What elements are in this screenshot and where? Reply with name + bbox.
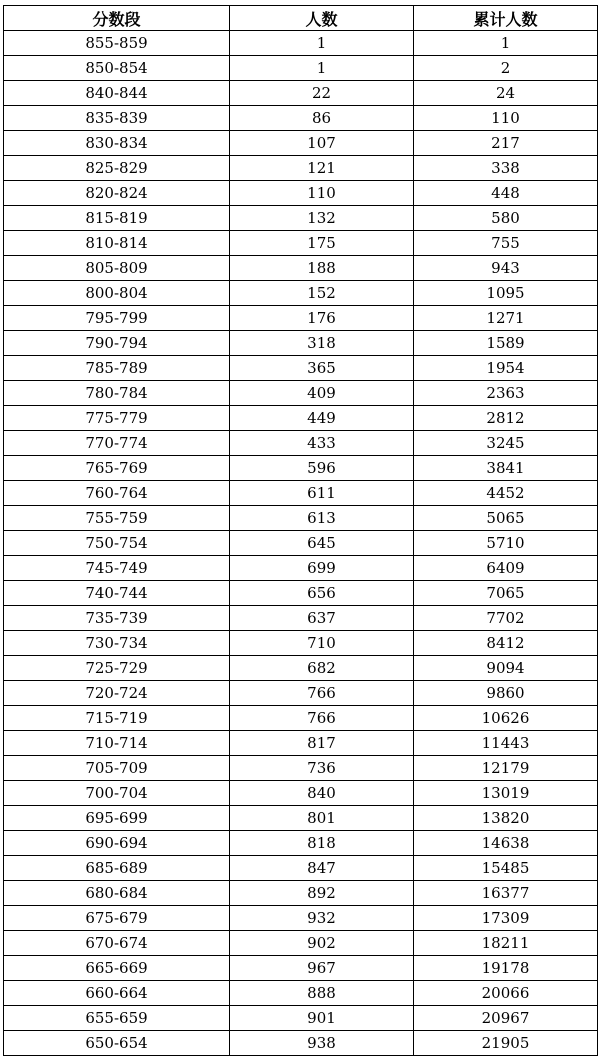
score-range-cell: 710-714 [4,731,230,756]
cumulative-count-cell: 943 [414,256,598,281]
table-row [4,306,598,331]
count-cell: 1 [230,56,414,81]
cumulative-count-cell: 17309 [414,906,598,931]
table-row [4,156,598,181]
cumulative-count-cell: 1271 [414,306,598,331]
score-range-cell: 735-739 [4,606,230,631]
count-cell: 409 [230,381,414,406]
score-range-cell: 805-809 [4,256,230,281]
score-range-cell: 670-674 [4,931,230,956]
score-range-cell: 720-724 [4,681,230,706]
table-row [4,231,598,256]
cumulative-count-cell: 448 [414,181,598,206]
score-range-cell: 690-694 [4,831,230,856]
cumulative-count-cell: 6409 [414,556,598,581]
score-distribution-table [3,5,598,1056]
table-body [4,31,598,1056]
score-range-cell: 760-764 [4,481,230,506]
score-range-cell: 790-794 [4,331,230,356]
count-cell: 318 [230,331,414,356]
table-row [4,656,598,681]
table-row [4,356,598,381]
cumulative-count-cell: 24 [414,81,598,106]
count-cell: 817 [230,731,414,756]
table-row [4,281,598,306]
header-row [4,6,598,31]
count-cell: 596 [230,456,414,481]
count-cell: 736 [230,756,414,781]
table-row [4,556,598,581]
table-row [4,1031,598,1056]
score-range-cell: 830-834 [4,131,230,156]
cumulative-count-cell: 580 [414,206,598,231]
table-row [4,631,598,656]
cumulative-count-cell: 9094 [414,656,598,681]
score-range-cell: 680-684 [4,881,230,906]
count-cell: 818 [230,831,414,856]
count-cell: 656 [230,581,414,606]
table-header [4,6,598,31]
table-row [4,581,598,606]
table-row [4,181,598,206]
table-row [4,956,598,981]
count-cell: 682 [230,656,414,681]
cumulative-count-cell: 3841 [414,456,598,481]
count-cell: 847 [230,856,414,881]
count-cell: 121 [230,156,414,181]
count-cell: 22 [230,81,414,106]
cumulative-count-cell: 13820 [414,806,598,831]
score-range-cell: 705-709 [4,756,230,781]
score-range-cell: 825-829 [4,156,230,181]
header-cumulative-count: 累计人数 [414,6,598,31]
score-range-cell: 660-664 [4,981,230,1006]
count-cell: 840 [230,781,414,806]
table-row [4,981,598,1006]
cumulative-count-cell: 20066 [414,981,598,1006]
cumulative-count-cell: 20967 [414,1006,598,1031]
count-cell: 188 [230,256,414,281]
table-row [4,506,598,531]
cumulative-count-cell: 7702 [414,606,598,631]
count-cell: 967 [230,956,414,981]
table-row [4,456,598,481]
table-row [4,606,598,631]
score-range-cell: 745-749 [4,556,230,581]
count-cell: 902 [230,931,414,956]
count-cell: 176 [230,306,414,331]
cumulative-count-cell: 5065 [414,506,598,531]
table-row [4,381,598,406]
cumulative-count-cell: 5710 [414,531,598,556]
count-cell: 1 [230,31,414,56]
count-cell: 637 [230,606,414,631]
count-cell: 901 [230,1006,414,1031]
header-score-range: 分数段 [4,6,230,31]
cumulative-count-cell: 14638 [414,831,598,856]
cumulative-count-cell: 2 [414,56,598,81]
score-range-cell: 810-814 [4,231,230,256]
cumulative-count-cell: 19178 [414,956,598,981]
score-range-cell: 685-689 [4,856,230,881]
table-row [4,806,598,831]
score-range-cell: 770-774 [4,431,230,456]
table-row [4,681,598,706]
cumulative-count-cell: 12179 [414,756,598,781]
count-cell: 132 [230,206,414,231]
score-range-cell: 755-759 [4,506,230,531]
table-row [4,206,598,231]
cumulative-count-cell: 21905 [414,1031,598,1056]
score-range-cell: 655-659 [4,1006,230,1031]
table-row [4,856,598,881]
cumulative-count-cell: 2812 [414,406,598,431]
table-row [4,56,598,81]
table-row [4,706,598,731]
cumulative-count-cell: 110 [414,106,598,131]
header-count: 人数 [230,6,414,31]
cumulative-count-cell: 1954 [414,356,598,381]
score-range-cell: 820-824 [4,181,230,206]
score-range-cell: 725-729 [4,656,230,681]
count-cell: 645 [230,531,414,556]
cumulative-count-cell: 8412 [414,631,598,656]
score-range-cell: 840-844 [4,81,230,106]
score-range-cell: 775-779 [4,406,230,431]
count-cell: 938 [230,1031,414,1056]
cumulative-count-cell: 2363 [414,381,598,406]
table-row [4,1006,598,1031]
count-cell: 86 [230,106,414,131]
count-cell: 107 [230,131,414,156]
table-row [4,406,598,431]
count-cell: 449 [230,406,414,431]
score-range-cell: 835-839 [4,106,230,131]
table-row [4,481,598,506]
count-cell: 613 [230,506,414,531]
count-cell: 766 [230,706,414,731]
cumulative-count-cell: 7065 [414,581,598,606]
cumulative-count-cell: 9860 [414,681,598,706]
table-row [4,106,598,131]
count-cell: 433 [230,431,414,456]
cumulative-count-cell: 755 [414,231,598,256]
cumulative-count-cell: 4452 [414,481,598,506]
count-cell: 801 [230,806,414,831]
score-range-cell: 740-744 [4,581,230,606]
score-range-cell: 815-819 [4,206,230,231]
cumulative-count-cell: 11443 [414,731,598,756]
score-range-cell: 795-799 [4,306,230,331]
table-row [4,81,598,106]
cumulative-count-cell: 217 [414,131,598,156]
count-cell: 175 [230,231,414,256]
cumulative-count-cell: 18211 [414,931,598,956]
cumulative-count-cell: 1589 [414,331,598,356]
table-row [4,731,598,756]
table-row [4,756,598,781]
score-range-cell: 750-754 [4,531,230,556]
score-range-cell: 800-804 [4,281,230,306]
count-cell: 365 [230,356,414,381]
cumulative-count-cell: 13019 [414,781,598,806]
score-range-cell: 850-854 [4,56,230,81]
score-range-cell: 650-654 [4,1031,230,1056]
count-cell: 152 [230,281,414,306]
score-range-cell: 675-679 [4,906,230,931]
table-row [4,331,598,356]
count-cell: 611 [230,481,414,506]
table-row [4,131,598,156]
count-cell: 932 [230,906,414,931]
score-range-cell: 695-699 [4,806,230,831]
count-cell: 766 [230,681,414,706]
score-range-cell: 665-669 [4,956,230,981]
table-row [4,906,598,931]
count-cell: 888 [230,981,414,1006]
cumulative-count-cell: 338 [414,156,598,181]
score-range-cell: 855-859 [4,31,230,56]
score-range-cell: 765-769 [4,456,230,481]
table-row [4,781,598,806]
cumulative-count-cell: 3245 [414,431,598,456]
score-range-cell: 785-789 [4,356,230,381]
score-range-cell: 715-719 [4,706,230,731]
score-range-cell: 730-734 [4,631,230,656]
count-cell: 110 [230,181,414,206]
cumulative-count-cell: 16377 [414,881,598,906]
count-cell: 699 [230,556,414,581]
score-range-cell: 780-784 [4,381,230,406]
count-cell: 710 [230,631,414,656]
cumulative-count-cell: 15485 [414,856,598,881]
table-row [4,256,598,281]
table-row [4,881,598,906]
table-row [4,931,598,956]
cumulative-count-cell: 10626 [414,706,598,731]
count-cell: 892 [230,881,414,906]
table-row [4,831,598,856]
table-row [4,531,598,556]
table-row [4,31,598,56]
table-row [4,431,598,456]
cumulative-count-cell: 1095 [414,281,598,306]
score-range-cell: 700-704 [4,781,230,806]
cumulative-count-cell: 1 [414,31,598,56]
